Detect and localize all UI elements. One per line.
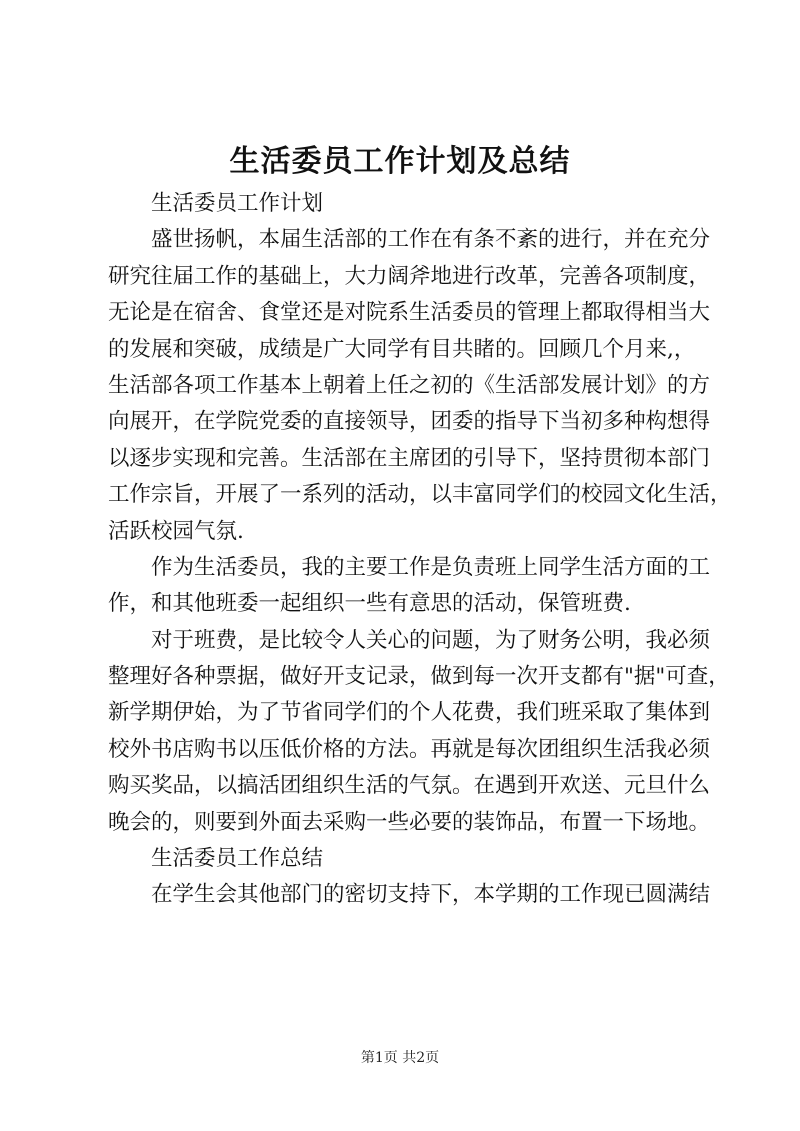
paragraph-line: 无论是在宿舍、食堂还是对院系生活委员的管理上都取得相当大 — [108, 300, 711, 326]
paragraph-line: 生活部各项工作基本上朝着上任之初的《生活部发展计划》的方 — [108, 372, 711, 398]
document-title: 生活委员工作计划及总结 — [229, 144, 571, 179]
section-heading-summary: 生活委员工作总结 — [151, 846, 324, 872]
paragraph-line: 晚会的，则要到外面去采购一些必要的装饰品，布置一下场地。 — [108, 809, 711, 835]
paragraph-line: 以逐步实现和完善。生活部在主席团的引导下，坚持贯彻本部门 — [108, 445, 711, 471]
paragraph-line: 研究往届工作的基础上，大力阔斧地进行改革，完善各项制度， — [108, 263, 711, 289]
paragraph-line: 作为生活委员，我的主要工作是负责班上同学生活方面的工 — [151, 554, 711, 580]
paragraph-line: 盛世扬帆，本届生活部的工作在有条不紊的进行，并在充分 — [151, 227, 711, 253]
document-body — [108, 186, 732, 914]
section-heading-plan: 生活委员工作计划 — [151, 191, 324, 216]
paragraph-line: 向展开，在学院党委的直接领导，团委的指导下当初多种构想得 — [108, 409, 711, 435]
page-footer: 第1页 共2页 — [360, 1050, 440, 1066]
paragraph-line: 校外书店购书以压低价格的方法。再就是每次团组织生活我必须 — [108, 736, 711, 762]
paragraph-line: 的发展和突破，成绩是广大同学有目共睹的。回顾几个月来,， — [108, 336, 696, 362]
paragraph-line: 活跃校园气氛. — [108, 518, 244, 544]
paragraph-line: 购买奖品，以搞活团组织生活的气氛。在遇到开欢送、元旦什么 — [108, 773, 711, 799]
paragraph-line: 在学生会其他部门的密切支持下，本学期的工作现已圆满结 — [151, 882, 711, 908]
paragraph-line: 作，和其他班委一起组织一些有意思的活动，保管班费. — [108, 591, 631, 617]
paragraph-line: 新学期伊始，为了节省同学们的个人花费，我们班采取了集体到 — [108, 700, 711, 726]
paragraph-line: 工作宗旨，开展了一系列的活动，以丰富同学们的校园文化生活， — [108, 482, 732, 508]
paragraph-line: 整理好各种票据，做好开支记录，做到每一次开支都有"据"可查， — [108, 664, 730, 690]
paragraph-line: 对于班费，是比较令人关心的问题，为了财务公明，我必须 — [151, 627, 711, 653]
